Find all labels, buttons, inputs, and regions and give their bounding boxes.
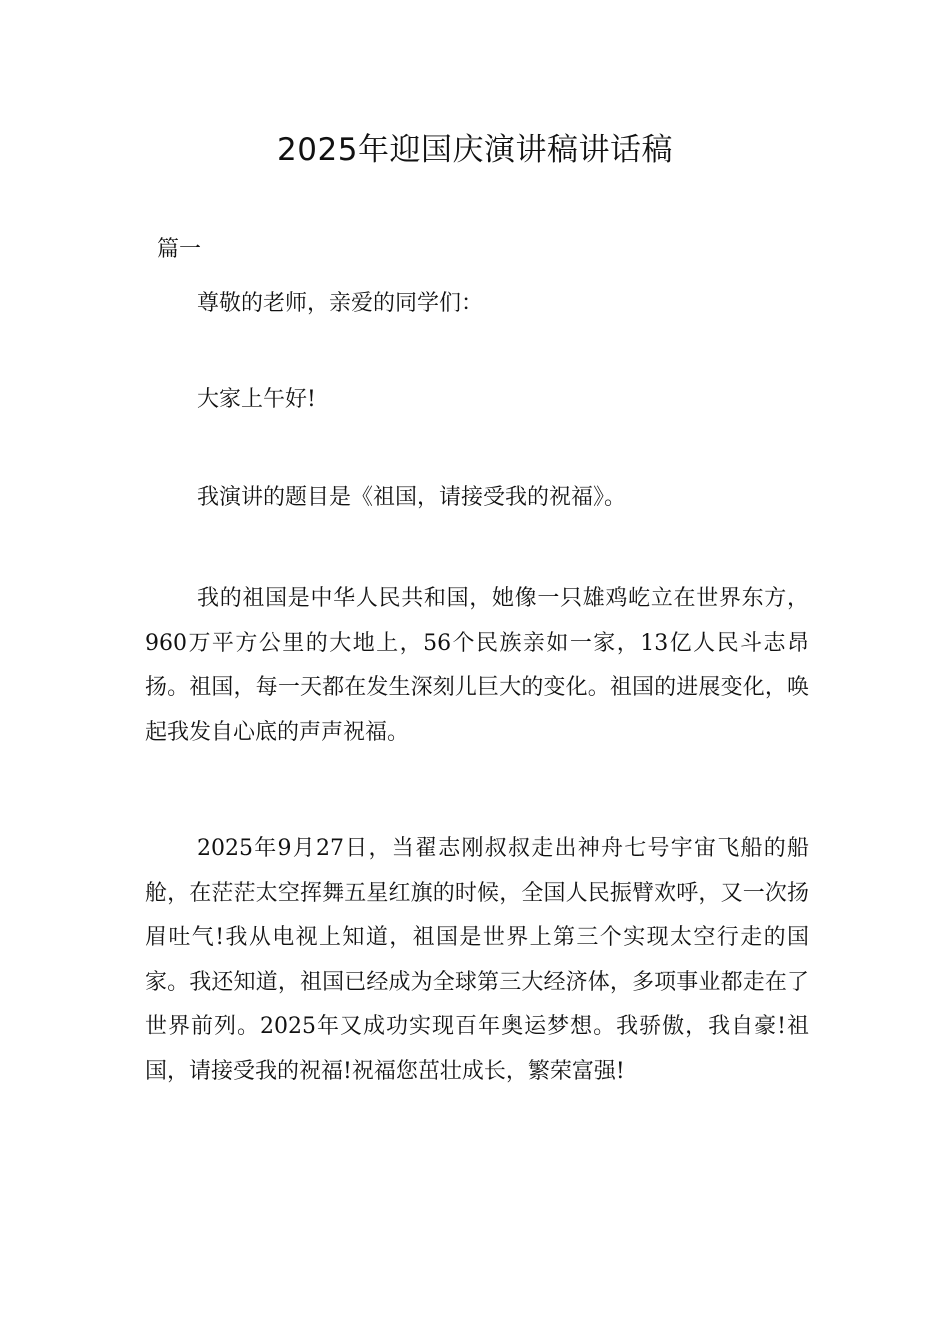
paragraph-topic: 我演讲的题目是《祖国，请接受我的祝福》。 xyxy=(197,485,627,510)
paragraph-body: 我的祖国是中华人民共和国，她像一只雄鸡屹立在世界东方，960万平方公里的大地上，56个民族亲如一家，13亿人民斗志昂扬。祖国，每一天都在发生深刻儿巨大的变化。祖国的进展变化，唤起我发自心底的声声祝福。 xyxy=(145,586,809,745)
page-title: 2025年迎国庆演讲稿讲话稿 xyxy=(277,132,673,168)
paragraph-hello: 大家上午好! xyxy=(197,387,316,412)
paragraph-body: 2025年9月27日，当翟志刚叔叔走出神舟七号宇宙飞船的船舱，在茫茫太空挥舞五星红旗的时候，全国人民振臂欢呼，又一次扬眉吐气!我从电视上知道，祖国是世界上第三个实现太空行走的国家。我还知道，祖国已经成为全球第三大经济体，多项事业都走在了世界前列。2025年又成功实现百年奥运梦想。我骄傲，我自豪!祖国，请接受我的祝福!祝福您茁壮成长，繁荣富强! xyxy=(145,836,809,1084)
section-label: 篇一 xyxy=(157,237,202,262)
paragraph-greeting: 尊敬的老师，亲爱的同学们： xyxy=(197,291,484,316)
